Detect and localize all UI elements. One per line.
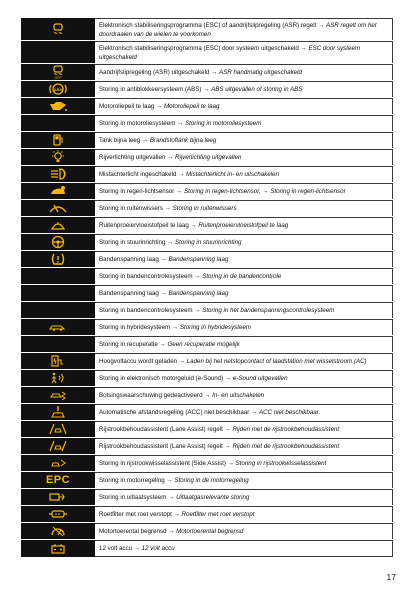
action-link-text: ABS uitgevallen of storing in ABS [211,86,303,93]
warning-description [99,340,240,349]
table-row [21,98,393,115]
table-row [21,81,393,98]
action-link-text: Geen recuperatie mogelijk [167,341,240,348]
esc-off-icon [21,41,95,63]
arrow-glyph: → [168,528,177,535]
description-text: Tank bijna leeg [99,137,142,144]
warning-description [99,272,281,281]
table-row [21,370,393,387]
table-row [21,64,393,81]
description-text: Storing in stuurinrichting [99,239,168,246]
arrow-glyph: → [168,494,177,501]
particulate-filter-icon [21,506,95,522]
empty-icon-cell [21,302,95,318]
arrow-glyph: → [167,239,176,246]
warning-description [99,357,367,366]
arrow-glyph: → [160,290,169,297]
action-link-text: Laden bij het netstopcontact of laadstation met wisselstroom (AC) [186,358,367,365]
arrow-glyph: → [160,256,169,263]
description-text: Bandenspanning laag [99,256,161,263]
esc-car-skid-icon [21,18,95,40]
action-link-text: Rijden met de rijstrookbehoudassistent [232,426,340,433]
arrow-glyph: → [224,443,233,450]
table-row [21,217,393,234]
abs-icon [21,81,95,97]
warning-description [99,221,288,230]
oil-can-icon [21,98,95,114]
description-text: Botsingswaarschuwing gedeactiveerd [99,392,205,399]
warning-description [99,374,288,383]
action-link-text: Storing in ruitenwissers [172,205,237,212]
arrow-glyph: → [142,137,150,144]
arrow-glyph: → [173,511,182,518]
arrow-glyph: → [224,426,233,433]
lane-assist-icon [21,421,95,437]
description-text: Storing in bandencontrolesysteem [99,307,195,314]
description-text: Storing in bandencontrolesysteem [99,273,195,280]
arrow-glyph: → [260,188,271,195]
table-row [21,41,393,64]
lane-assist-warning-icon [21,438,95,454]
description-text: Bandenspanning laag [99,290,161,297]
action-link-text: Uitlaatgasrelevante storing [176,494,250,501]
action-link-text: ESC door systeem uitgeschakeld [99,44,361,61]
action-link-text: Storing in rijstrookwisselassistent [235,460,327,467]
table-row [21,523,393,540]
warning-description [99,170,279,179]
table-row [21,472,393,489]
arrow-glyph: → [178,171,187,178]
arrow-glyph: → [166,477,175,484]
arrow-glyph: → [167,154,176,161]
arrow-glyph: → [176,188,184,195]
description-text: Mistachterlicht ingeschakeld [99,171,179,178]
action-link-text: Motortoerental begrensd [176,528,244,535]
action-link-text: 12 volt accu [141,545,175,552]
arrow-glyph: → [177,120,185,127]
description-text: Storing in recuperatie [99,341,160,348]
description-text: Storing in motorregeling [99,477,167,484]
action-link-text: Mistachterlicht in- en uitschakelen [186,171,279,178]
action-link-text: Storing in regen-lichtsensor, [183,188,261,195]
fuel-pump-icon [21,132,95,148]
exhaust-icon [21,489,95,505]
warning-description [99,119,261,128]
table-row [21,353,393,370]
action-link-text: Rijden met de rijstrookbehoudassistent [232,443,340,450]
warning-description [99,255,228,264]
table-row [21,540,393,558]
warning-description [99,323,251,332]
table-row [21,149,393,166]
arrow-glyph: → [251,409,259,416]
warning-description [99,153,241,162]
warning-description [99,442,339,451]
warning-description [99,391,264,400]
warning-description [99,493,249,502]
table-row [21,302,393,319]
svg-text:OFF: OFF [54,76,62,79]
description-text: Rijstrookbehoudassistent (Lane Assist) regelt [99,443,225,450]
table-row [21,234,393,251]
arrow-glyph: → [164,205,173,212]
description-text: Elektronisch stabiliseringsprogramma (ESC) of aandrijfslipregeling (ASR) regelt [99,21,319,29]
table-row [21,489,393,506]
action-link-text: ASR handmatig uitgeschakeld [219,69,302,76]
warning-description [99,68,302,77]
description-text: Automatische afstandsregeling (ACC) niet beschikbaar [99,409,252,416]
empty-icon-cell [21,268,95,284]
arrow-glyph: → [203,86,212,93]
warning-description [99,408,320,417]
warning-description [99,85,302,94]
warning-description [99,204,237,213]
speedometer-limit-icon [21,523,95,539]
description-text: Storing in rijstrookwisselassistent (Side Assist) [99,460,228,467]
table-row [21,200,393,217]
arrow-glyph: → [227,460,236,467]
engine-oil-fault-icon [21,115,95,131]
description-text: Storing in motoroliesysteem [99,120,178,127]
table-row [21,455,393,472]
epc-label: EPC [45,474,71,486]
table-row [21,268,393,285]
arrow-glyph: → [133,545,142,552]
description-text: Aandrijfslipregeling (ASR) uitgeschakeld [99,69,212,76]
action-link-text: Storing in stuurinrichting [175,239,242,246]
table-row [21,18,393,41]
collision-warning-icon [21,387,95,403]
warning-description [99,425,339,434]
acc-fault-icon [21,404,95,420]
action-link-text: Storing in de motorregeling [174,477,249,484]
hybrid-car-icon [21,319,95,335]
warning-description [99,476,249,485]
rear-fog-light-icon [21,166,95,182]
warning-description [99,44,388,62]
table-row [21,115,393,132]
action-link-text: Ruitenproeiervloeistofpeil te laag [198,222,289,229]
action-link-text: Storing in regen-lichtsensor [270,188,346,195]
arrow-glyph: → [171,324,180,331]
arrow-glyph: → [300,44,309,52]
description-text: Hoogvoltaccu wordt geladen [99,358,179,365]
arrow-glyph: → [318,21,326,29]
description-text: Elektronisch stabiliseringsprogramma (ESC) door systeem uitgeschakeld [99,44,301,52]
action-link-text: ASR regelt om het doordraaien van de wielen te voorkomen [99,21,377,38]
action-link-text: Bandenspanning laag [168,290,229,297]
action-link-text: Storing in het bandenspanningscontrolesysteem [202,307,335,314]
wiper-icon [21,200,95,216]
arrow-glyph: → [178,358,187,365]
warning-lights-table [21,18,393,558]
table-row [21,421,393,438]
table-row [21,319,393,336]
description-text: Ruitenproeiervloeistofpeil te laag [99,222,191,229]
warning-description [99,510,254,519]
warning-description [99,136,216,145]
warning-description [99,289,228,298]
description-text: Storing in ruitenwissers [99,205,165,212]
arrow-glyph: → [211,69,220,76]
epc-icon [21,472,95,488]
empty-icon-cell [21,336,95,352]
warning-description [99,21,388,39]
arrow-glyph: → [159,341,168,348]
action-link-text: In- en uitschakelen [212,392,265,399]
action-link-text: e-Sound uitgevallen [232,375,288,382]
side-assist-icon [21,455,95,471]
table-row [21,506,393,523]
table-row [21,251,393,268]
table-row [21,166,393,183]
action-link-text: Brandstoftank bijna leeg [149,137,217,144]
description-text: 12 volt accu [99,545,134,552]
washer-fluid-icon [21,217,95,233]
table-row [21,438,393,455]
arrow-glyph: → [204,392,213,399]
description-text: Storing in antiblokkeersysteem (ABS) [99,86,204,93]
arrow-glyph: → [156,103,165,110]
svg-text:ABS: ABS [53,87,63,92]
pedestrian-sound-icon [21,370,95,386]
action-link-text: Bandenspanning laag [168,256,229,263]
description-text: Storing in regen-lichtsensor [99,188,177,195]
steering-wheel-icon [21,234,95,250]
table-row [21,285,393,302]
action-link-text: Motoroliepeil te laag [164,103,220,110]
arrow-glyph: → [190,222,199,229]
action-link-text: ACC niet beschikbaar. [258,409,321,416]
action-link-text: Storing in motoroliesysteem [185,120,262,127]
asr-off-icon [21,64,95,80]
description-text: Rijverlichting uitgevallen [99,154,168,161]
table-row [21,404,393,421]
description-text: Storing in elektronisch motorgeluid (e-Sound) [99,375,225,382]
warning-description [99,459,326,468]
tire-pressure-icon [21,251,95,267]
warning-description [99,544,175,553]
description-text: Roetfilter met roet verstopt [99,511,174,518]
action-link-text: Rijverlichting uitgevallen [175,154,242,161]
warning-description [99,306,334,315]
rain-light-sensor-icon [21,183,95,199]
table-row [21,183,393,200]
table-row [21,336,393,353]
empty-icon-cell [21,285,95,301]
action-link-text: Roetfilter met roet verstopt [181,511,255,518]
description-text: Rijstrookbehoudassistent (Lane Assist) regelt [99,426,225,433]
action-link-text: Storing in hybridesysteem [179,324,252,331]
table-row [21,387,393,404]
arrow-glyph: → [194,273,203,280]
description-text: Motoroliepeil te laag [99,103,157,110]
warning-description [99,238,241,247]
warning-description [99,102,219,111]
page-number: 17 [386,572,396,582]
lamp-fault-icon [21,149,95,165]
arrow-glyph: → [224,375,233,382]
description-text: Storing in hybridesysteem [99,324,172,331]
battery-icon [21,540,95,557]
warning-description [99,527,243,536]
table-row [21,132,393,149]
description-text: Motortoerental begrensd [99,528,169,535]
warning-description [99,187,346,196]
action-link-text: Storing in de bandencontrole [202,273,282,280]
charging-plug-icon [21,353,95,369]
arrow-glyph: → [194,307,203,314]
description-text: Storing in uitlaatsysteem [99,494,169,501]
